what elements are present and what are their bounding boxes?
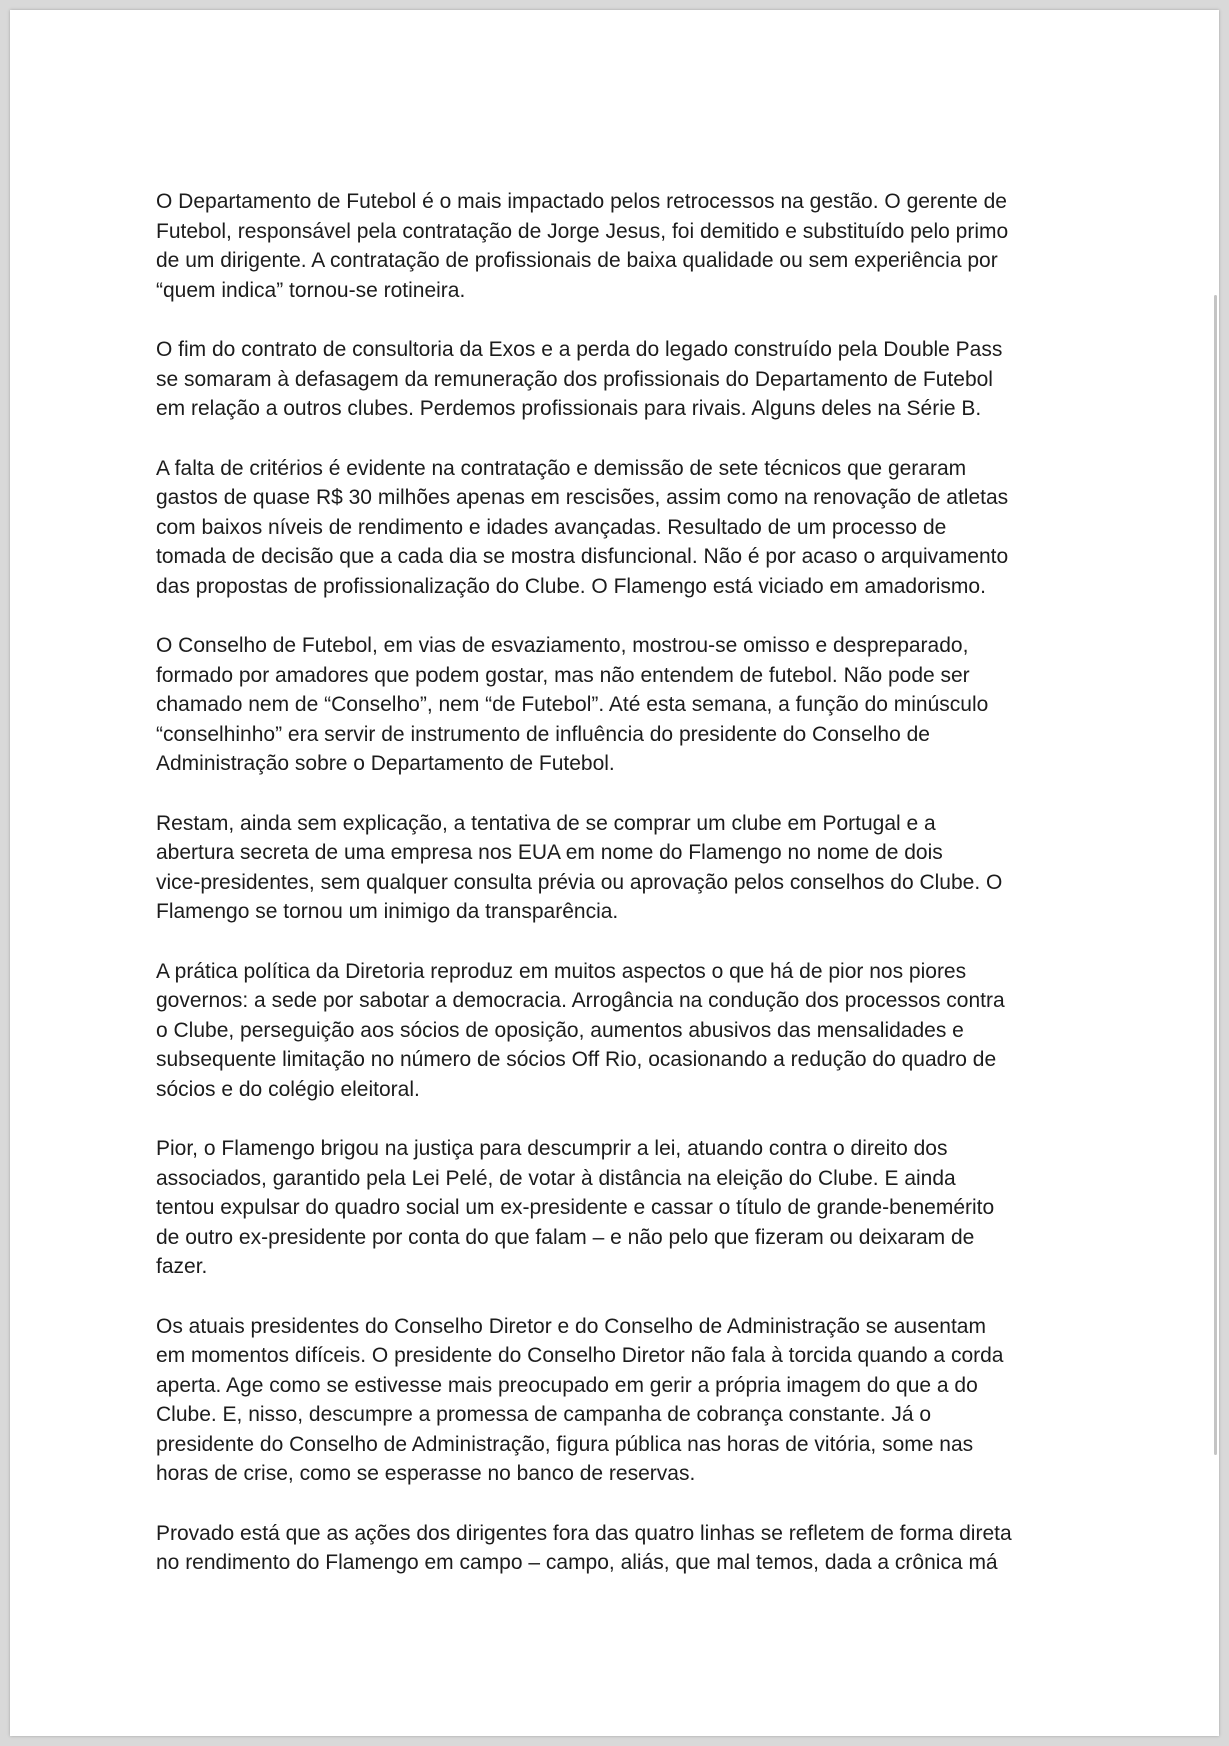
- text-line: Os atuais presidentes do Conselho Diretor e do Conselho de Administração se ausentam: [156, 1314, 986, 1338]
- text-line: se somaram à defasagem da remuneração dos profissionais do Departamento de Futebol: [156, 367, 993, 391]
- text-line: Pior, o Flamengo brigou na justiça para descumprir a lei, atuando contra o direito dos: [156, 1137, 948, 1160]
- document-body: [156, 187, 1106, 1608]
- scrollbar[interactable]: [1214, 295, 1217, 1455]
- document-page: [10, 10, 1219, 1736]
- paragraph: [156, 1134, 1106, 1282]
- paragraph: [156, 335, 1106, 424]
- text-line: Futebol, responsável pela contratação de Jorge Jesus, foi demitido e substituído pelo primo: [156, 219, 1009, 243]
- text-line: horas de crise, como se esperasse no banco de reservas.: [156, 1462, 696, 1485]
- text-line: A falta de critérios é evidente na contratação e demissão de sete técnicos que geraram: [156, 456, 967, 480]
- text-line: subsequente limitação no número de sócios Off Rio, ocasionando a redução do quadro de: [156, 1048, 997, 1071]
- text-line: abertura secreta de uma empresa nos EUA em nome do Flamengo no nome de dois: [156, 841, 943, 864]
- text-line: aperta. Age como se estivesse mais preocupado em gerir a própria imagem do que a do: [156, 1373, 978, 1397]
- text-line: Provado está que as ações dos dirigentes fora das quatro linhas se refletem de forma direta: [156, 1521, 1012, 1545]
- text-line: Flamengo se tornou um inimigo da transparência.: [156, 900, 619, 923]
- text-line: no rendimento do Flamengo em campo – campo, aliás, que mal temos, dada a crônica má: [156, 1551, 998, 1574]
- text-line: A prática política da Diretoria reproduz em muitos aspectos o que há de pior nos piores: [156, 959, 967, 983]
- text-line: em momentos difíceis. O presidente do Conselho Diretor não fala à torcida quando a corda: [156, 1344, 1004, 1367]
- text-line: gastos de quase R$ 30 milhões apenas em rescisões, assim como na renovação de atletas: [156, 486, 1009, 509]
- text-line: O Conselho de Futebol, em vias de esvaziamento, mostrou-se omisso e despreparado,: [156, 634, 969, 657]
- text-line: sócios e do colégio eleitoral.: [156, 1077, 420, 1101]
- paragraph: [156, 1312, 1106, 1489]
- text-line: tentou expulsar do quadro social um ex-presidente e cassar o título de grande-benemérito: [156, 1196, 995, 1219]
- text-line: fazer.: [156, 1255, 208, 1278]
- paragraph: [156, 957, 1106, 1105]
- text-line: vice-presidentes, sem qualquer consulta prévia ou aprovação pelos conselhos do Clube. O: [156, 870, 1003, 894]
- text-line: associados, garantido pela Lei Pelé, de votar à distância na eleição do Clube. E ainda: [156, 1166, 956, 1190]
- text-line: O fim do contrato de consultoria da Exos e a perda do legado construído pela Double Pass: [156, 338, 1003, 361]
- text-line: das propostas de profissionalização do Clube. O Flamengo está viciado em amadorismo.: [156, 574, 986, 598]
- text-line: “conselhinho” era servir de instrumento de influência do presidente do Conselho de: [156, 722, 930, 746]
- text-line: tomada de decisão que a cada dia se mostra disfuncional. Não é por acaso o arquivamento: [156, 545, 1009, 568]
- text-line: Restam, ainda sem explicação, a tentativa de se comprar um clube em Portugal e a: [156, 811, 936, 835]
- text-line: formado por amadores que podem gostar, mas não entendem de futebol. Não pode ser: [156, 663, 970, 687]
- text-line: de um dirigente. A contratação de profissionais de baixa qualidade ou sem experiência por: [156, 249, 998, 272]
- text-line: “quem indica” tornou-se rotineira.: [156, 278, 466, 302]
- text-line: o Clube, perseguição aos sócios de oposição, aumentos abusivos das mensalidades e: [156, 1018, 964, 1042]
- text-line: governos: a sede por sabotar a democracia. Arrogância na condução dos processos contra: [156, 989, 1005, 1012]
- text-line: Administração sobre o Departamento de Futebol.: [156, 752, 615, 775]
- text-line: chamado nem de “Conselho”, nem “de Futebol”. Até esta semana, a função do minúsculo: [156, 693, 989, 716]
- paragraph: [156, 809, 1106, 927]
- text-line: em relação a outros clubes. Perdemos profissionais para rivais. Alguns deles na Série B.: [156, 397, 982, 420]
- paragraph: [156, 631, 1106, 779]
- paragraph: [156, 187, 1106, 305]
- text-line: com baixos níveis de rendimento e idades avançadas. Resultado de um processo de: [156, 515, 947, 539]
- text-line: de outro ex-presidente por conta do que falam – e não pelo que fizeram ou deixaram de: [156, 1225, 975, 1249]
- text-line: presidente do Conselho de Administração, figura pública nas horas de vitória, some nas: [156, 1432, 974, 1456]
- text-line: O Departamento de Futebol é o mais impactado pelos retrocessos na gestão. O gerente de: [156, 190, 1007, 213]
- paragraph: [156, 454, 1106, 602]
- paragraph: [156, 1519, 1106, 1578]
- text-line: Clube. E, nisso, descumpre a promessa de campanha de cobrança constante. Já o: [156, 1403, 932, 1426]
